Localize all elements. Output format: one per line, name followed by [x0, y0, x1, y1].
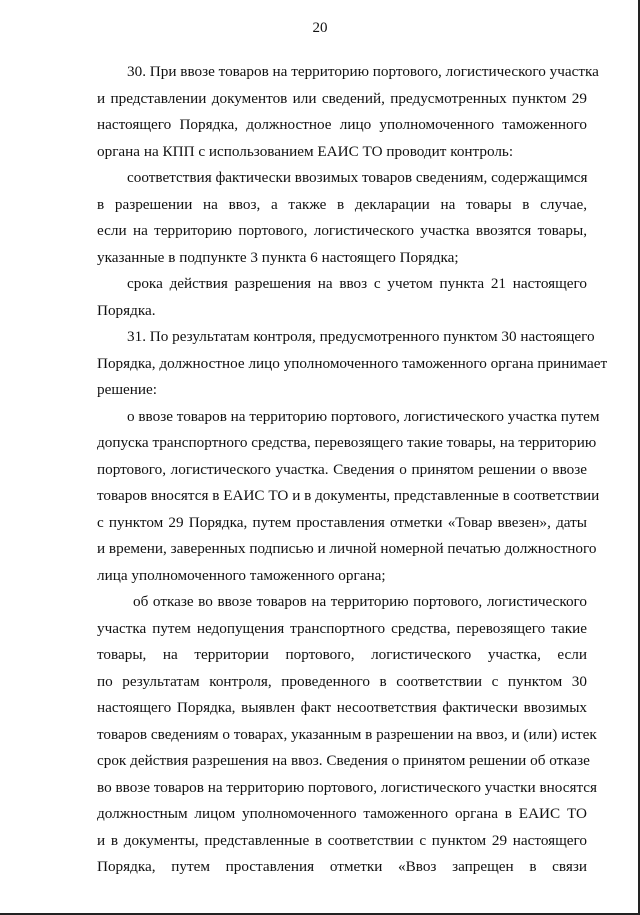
text-line: портового, логистического участка. Сведения о принятом решении о ввозе	[97, 460, 587, 478]
text-line: 31. По результатам контроля, предусмотренного пунктом 30 настоящего	[127, 328, 595, 345]
text-line: органа на КПП с использованием ЕАИС ТО проводит контроль:	[97, 142, 514, 160]
text-line: товаров вносятся в ЕАИС ТО и в документы, представленные в соответствии	[97, 487, 600, 504]
text-line: 30. При ввозе товаров на территорию портового, логистического участка	[127, 63, 599, 80]
text-line: и в документы, представленные в соответствии с пунктом 29 настоящего	[97, 831, 587, 849]
text-line: допуска транспортного средства, перевозящего такие товары, на территорию	[97, 434, 597, 451]
text-line: срок действия разрешения на ввоз. Сведения о принятом решении об отказе	[97, 752, 590, 769]
text-line: об отказе во ввозе товаров на территорию портового, логистического	[133, 593, 587, 610]
text-line: и представлении документов или сведений, предусмотренных пунктом 29	[97, 89, 587, 107]
text-line: настоящего Порядка, должностное лицо уполномоченного таможенного	[97, 116, 587, 133]
text-line: лица уполномоченного таможенного органа;	[97, 566, 386, 584]
document-body	[97, 59, 608, 881]
text-line: и времени, заверенных подписью и личной номерной печатью должностного	[97, 540, 597, 557]
text-line: должностным лицом уполномоченного таможенного органа в ЕАИС ТО	[97, 805, 587, 822]
page-number: 20	[312, 20, 328, 36]
text-line: решение:	[97, 381, 157, 398]
text-line: настоящего Порядка, выявлен факт несоответствия фактически ввозимых	[97, 699, 587, 716]
text-line: Порядка.	[97, 301, 156, 319]
text-line: о ввозе товаров на территорию портового, логистического участка путем	[127, 407, 600, 425]
text-line: указанные в подпункте 3 пункта 6 настоящего Порядка;	[97, 248, 459, 266]
text-line: товаров сведениям о товарах, указанным в разрешении на ввоз, и (или) истек	[97, 725, 597, 743]
text-line: Порядка, путем проставления отметки «Ввоз запрещен в связи	[97, 858, 587, 875]
text-line: если на территорию портового, логистического участка ввозятся товары,	[97, 222, 587, 239]
text-line: участка путем недопущения транспортного средства, перевозящего такие	[97, 619, 587, 637]
text-line: Порядка, должностное лицо уполномоченного таможенного органа принимает	[97, 354, 608, 372]
text-line: в разрешении на ввоз, а также в декларации на товары в случае,	[97, 195, 587, 213]
text-line: по результатам контроля, проведенного в соответствии с пунктом 30	[97, 672, 587, 690]
text-line: с пунктом 29 Порядка, путем проставления отметки «Товар ввезен», даты	[97, 513, 587, 531]
text-line: во ввозе товаров на территорию портового, логистического участки вносятся	[97, 778, 597, 796]
text-line: срока действия разрешения на ввоз с учетом пункта 21 настоящего	[127, 275, 587, 292]
text-line: товары, на территории портового, логистического участка, если	[97, 646, 587, 663]
text-line: соответствия фактически ввозимых товаров сведениям, содержащимся	[127, 169, 588, 186]
